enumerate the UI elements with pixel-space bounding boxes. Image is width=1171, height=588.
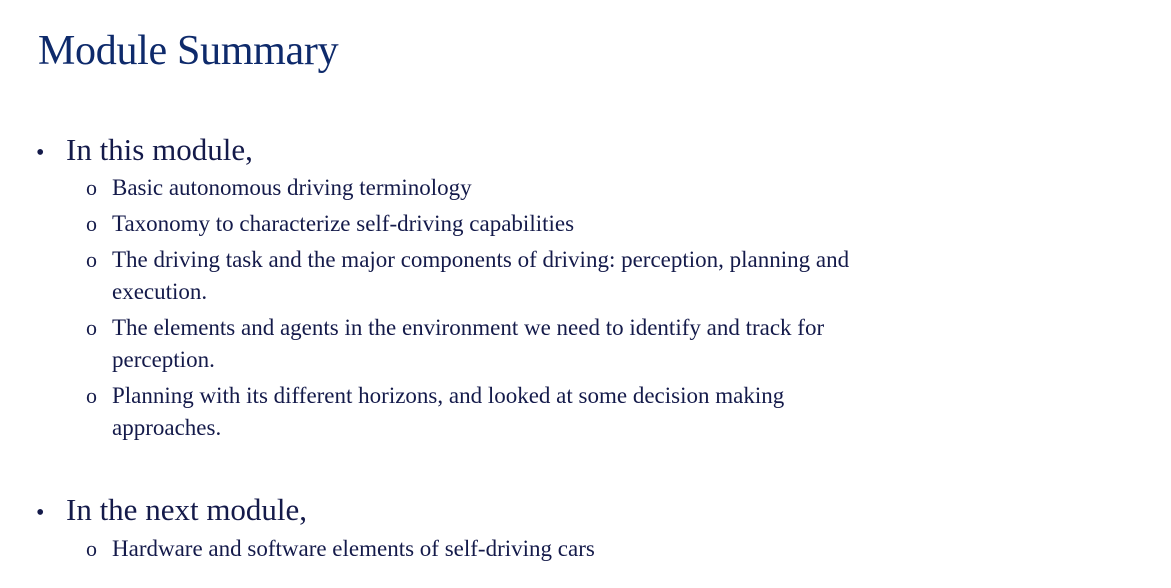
list-item-text: Planning with its different horizons, and looked at some decision making approaches. [112,383,785,440]
section-heading: In the next module, [66,492,308,527]
list-item-text: The driving task and the major components of driving: perception, planning and execution. [112,247,850,304]
list-item [86,533,852,565]
section-next-module [36,492,307,531]
hollow-circle-bullet-icon: o [86,175,97,200]
list-item [86,208,852,240]
hollow-circle-bullet-icon: o [86,536,97,561]
list-item [86,244,852,308]
hollow-circle-bullet-icon: o [86,383,97,408]
hollow-circle-bullet-icon: o [86,247,97,272]
current-module-topics [86,172,852,448]
list-item-text: Basic autonomous driving terminology [112,175,472,200]
bullet-icon: • [36,140,45,166]
list-item [86,380,852,444]
hollow-circle-bullet-icon: o [86,315,97,340]
hollow-circle-bullet-icon: o [86,211,97,236]
bullet-icon: • [36,500,45,526]
list-item-text: The elements and agents in the environment we need to identify and track for perception. [112,315,825,372]
list-item-text: Hardware and software elements of self-driving cars [112,536,595,561]
section-current-module [36,132,253,171]
section-heading: In this module, [66,132,253,167]
list-item [86,312,852,376]
list-item [86,172,852,204]
list-item-text: Taxonomy to characterize self-driving capabilities [112,211,575,236]
next-module-topics [86,533,852,569]
slide-title: Module Summary [38,28,339,74]
